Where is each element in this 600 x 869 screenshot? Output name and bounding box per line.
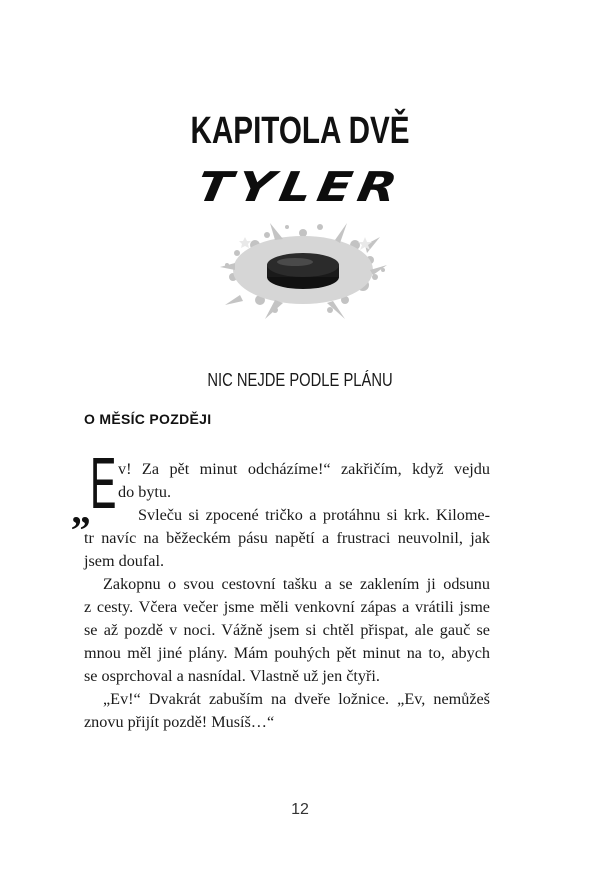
drop-cap: E: [90, 444, 117, 524]
character-name: TYLER: [193, 163, 407, 211]
text-line: jsem doufal.: [84, 552, 165, 570]
text-line: mnou měl jiné plány. Mám pouhých pět minut na to, abych: [84, 644, 490, 662]
text-line: tr navíc na běžeckém pásu napětí a frustraci neuvolnil, jak: [84, 529, 490, 547]
text-line: v! Za pět minut odcházíme!“ zakřičím, když vejdu: [118, 460, 490, 478]
text-line: Zakopnu o svou cestovní tašku a se zaklením ji odsunu: [103, 575, 490, 593]
text-line: se až pozdě v noci. Vážně jsem si chtěl přispat, ale gauč se: [84, 621, 490, 639]
section-heading: NIC NEJDE PODLE PLÁNU: [207, 370, 393, 390]
text-line: z cesty. Včera večer jsme měli venkovní zápas a vrátili jsme: [84, 598, 490, 616]
text-line: do bytu.: [118, 483, 172, 501]
text-line: Svleču si zpocené tričko a protáhnu si krk. Kilome-: [138, 506, 490, 524]
chapter-title: KAPITOLA DVĚ: [190, 110, 410, 152]
text-line: se osprchoval a nasnídal. Vlastně už jen čtyři.: [84, 667, 380, 685]
open-quote: „: [71, 487, 91, 532]
page-number: 12: [291, 801, 309, 818]
text-line: znovu přijít pozdě! Musíš…“: [84, 713, 275, 731]
text-line: „Ev!“ Dvakrát zabuším na dveře ložnice. „Ev, nemůžeš: [103, 690, 490, 708]
hockey-puck-icon: [215, 215, 390, 325]
time-note: O MĚSÍC POZDĚJI: [84, 411, 212, 427]
